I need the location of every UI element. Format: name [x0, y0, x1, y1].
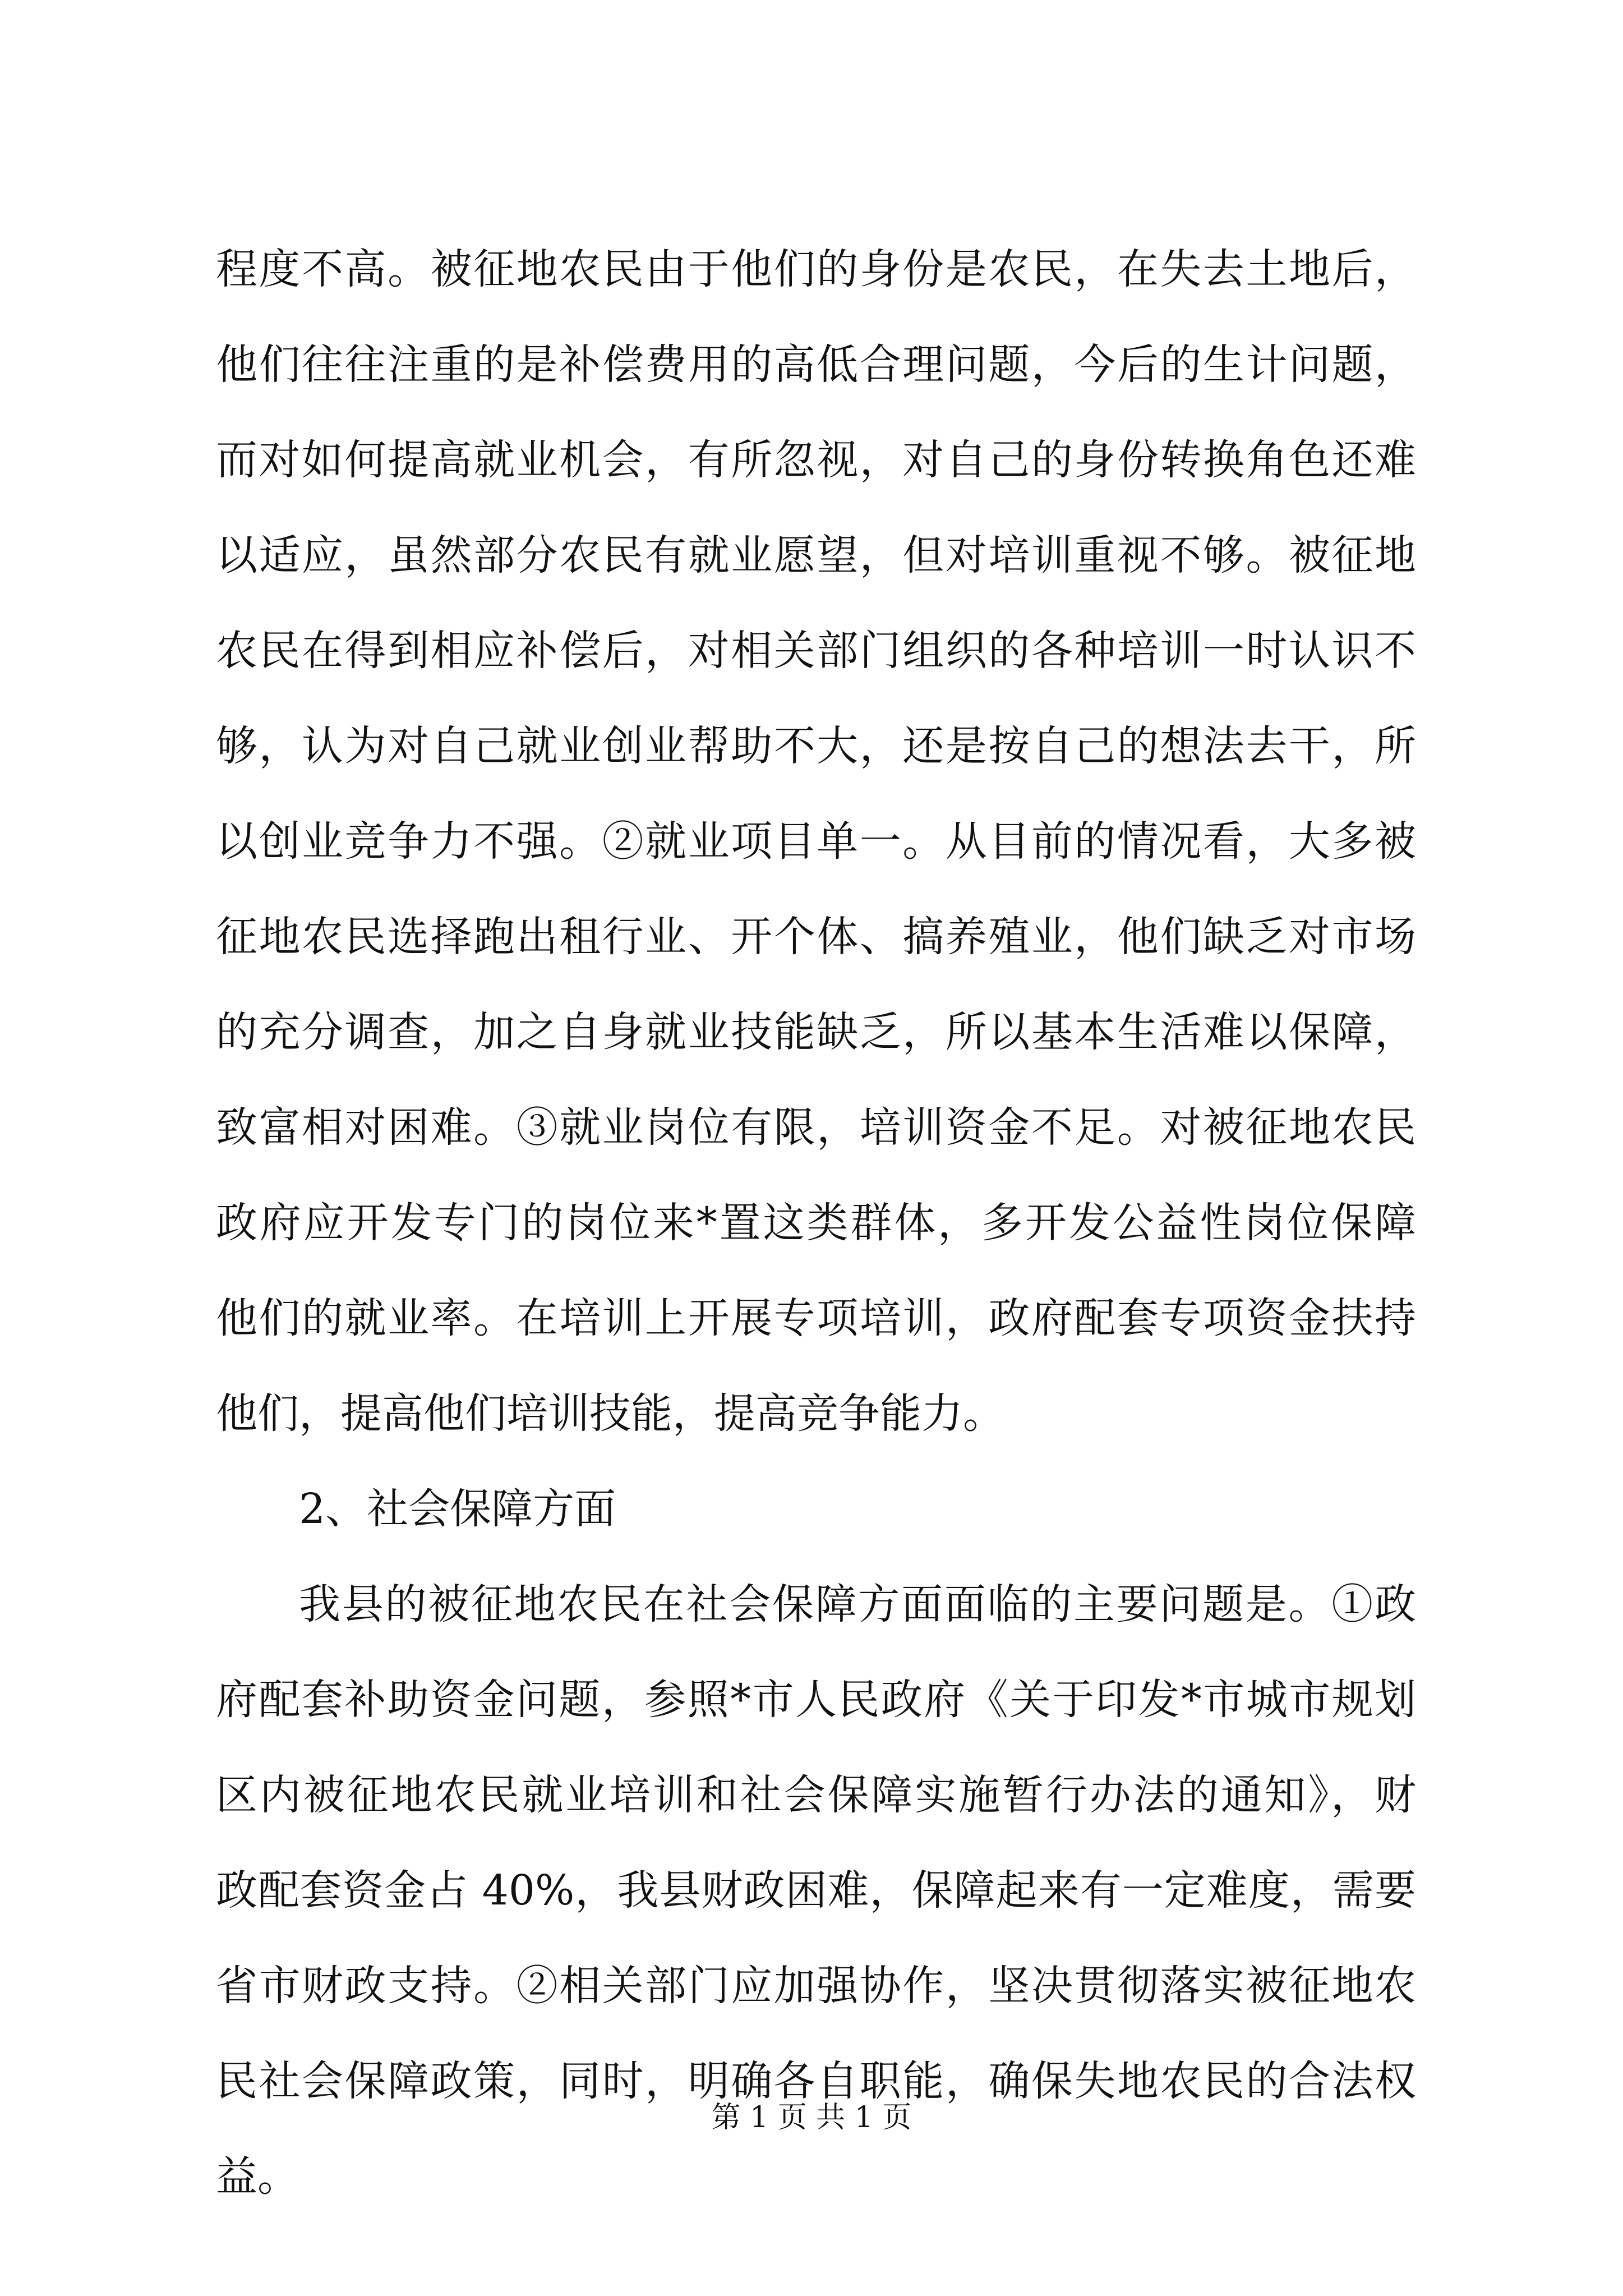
text-line: 政配套资金占 40%，我县财政困难，保障起来有一定难度，需要 — [216, 1866, 1416, 1915]
text-line: 他们，提高他们培训技能，提高竞争能力。 — [216, 1389, 1004, 1438]
section-heading: 2、社会保障方面 — [299, 1485, 616, 1533]
text-line: 政府应开发专门的岗位来*置这类群体，多开发公益性岗位保障 — [216, 1199, 1416, 1247]
text-line: 征地农民选择跑出租行业、开个体、搞养殖业，他们缺乏对市场 — [216, 913, 1416, 961]
text-line: 省市财政支持。②相关部门应加强协作，坚决贯彻落实被征地农 — [216, 1962, 1416, 2010]
text-line: 以创业竞争力不强。②就业项目单一。从目前的情况看，大多被 — [216, 817, 1416, 866]
text-line: 而对如何提高就业机会，有所忽视，对自己的身份转换角色还难 — [216, 436, 1416, 484]
text-line: 他们往往注重的是补偿费用的高低合理问题，今后的生计问题， — [216, 341, 1416, 389]
text-line: 程度不高。被征地农民由于他们的身份是农民，在失去土地后， — [216, 245, 1416, 293]
text-line: 我县的被征地农民在社会保障方面面临的主要问题是。①政 — [299, 1580, 1416, 1628]
text-line: 他们的就业率。在培训上开展专项培训，政府配套专项资金扶持 — [216, 1294, 1416, 1342]
text-line: 的充分调查，加之自身就业技能缺乏，所以基本生活难以保障， — [216, 1008, 1416, 1056]
text-line: 致富相对困难。③就业岗位有限，培训资金不足。对被征地农民 — [216, 1103, 1416, 1152]
text-line: 农民在得到相应补偿后，对相关部门组织的各种培训一时认识不 — [216, 627, 1416, 675]
text-line: 民社会保障政策，同时，明确各自职能，确保失地农民的合法权 — [216, 2057, 1416, 2105]
text-line: 益。 — [216, 2152, 299, 2201]
text-line: 够，认为对自己就业创业帮助不大，还是按自己的想法去干，所 — [216, 722, 1416, 770]
paragraph-employment-issues — [216, 222, 1416, 1461]
page-number-footer: 第 1 页 共 1 页 — [711, 2101, 912, 2134]
document-body — [216, 222, 1416, 2224]
text-line: 以适应，虽然部分农民有就业愿望，但对培训重视不够。被征地 — [216, 531, 1416, 579]
text-line: 府配套补助资金问题，参照*市人民政府《关于印发*市城市规划 — [216, 1676, 1416, 1724]
text-line: 区内被征地农民就业培训和社会保障实施暂行办法的通知》，财 — [216, 1771, 1416, 1819]
